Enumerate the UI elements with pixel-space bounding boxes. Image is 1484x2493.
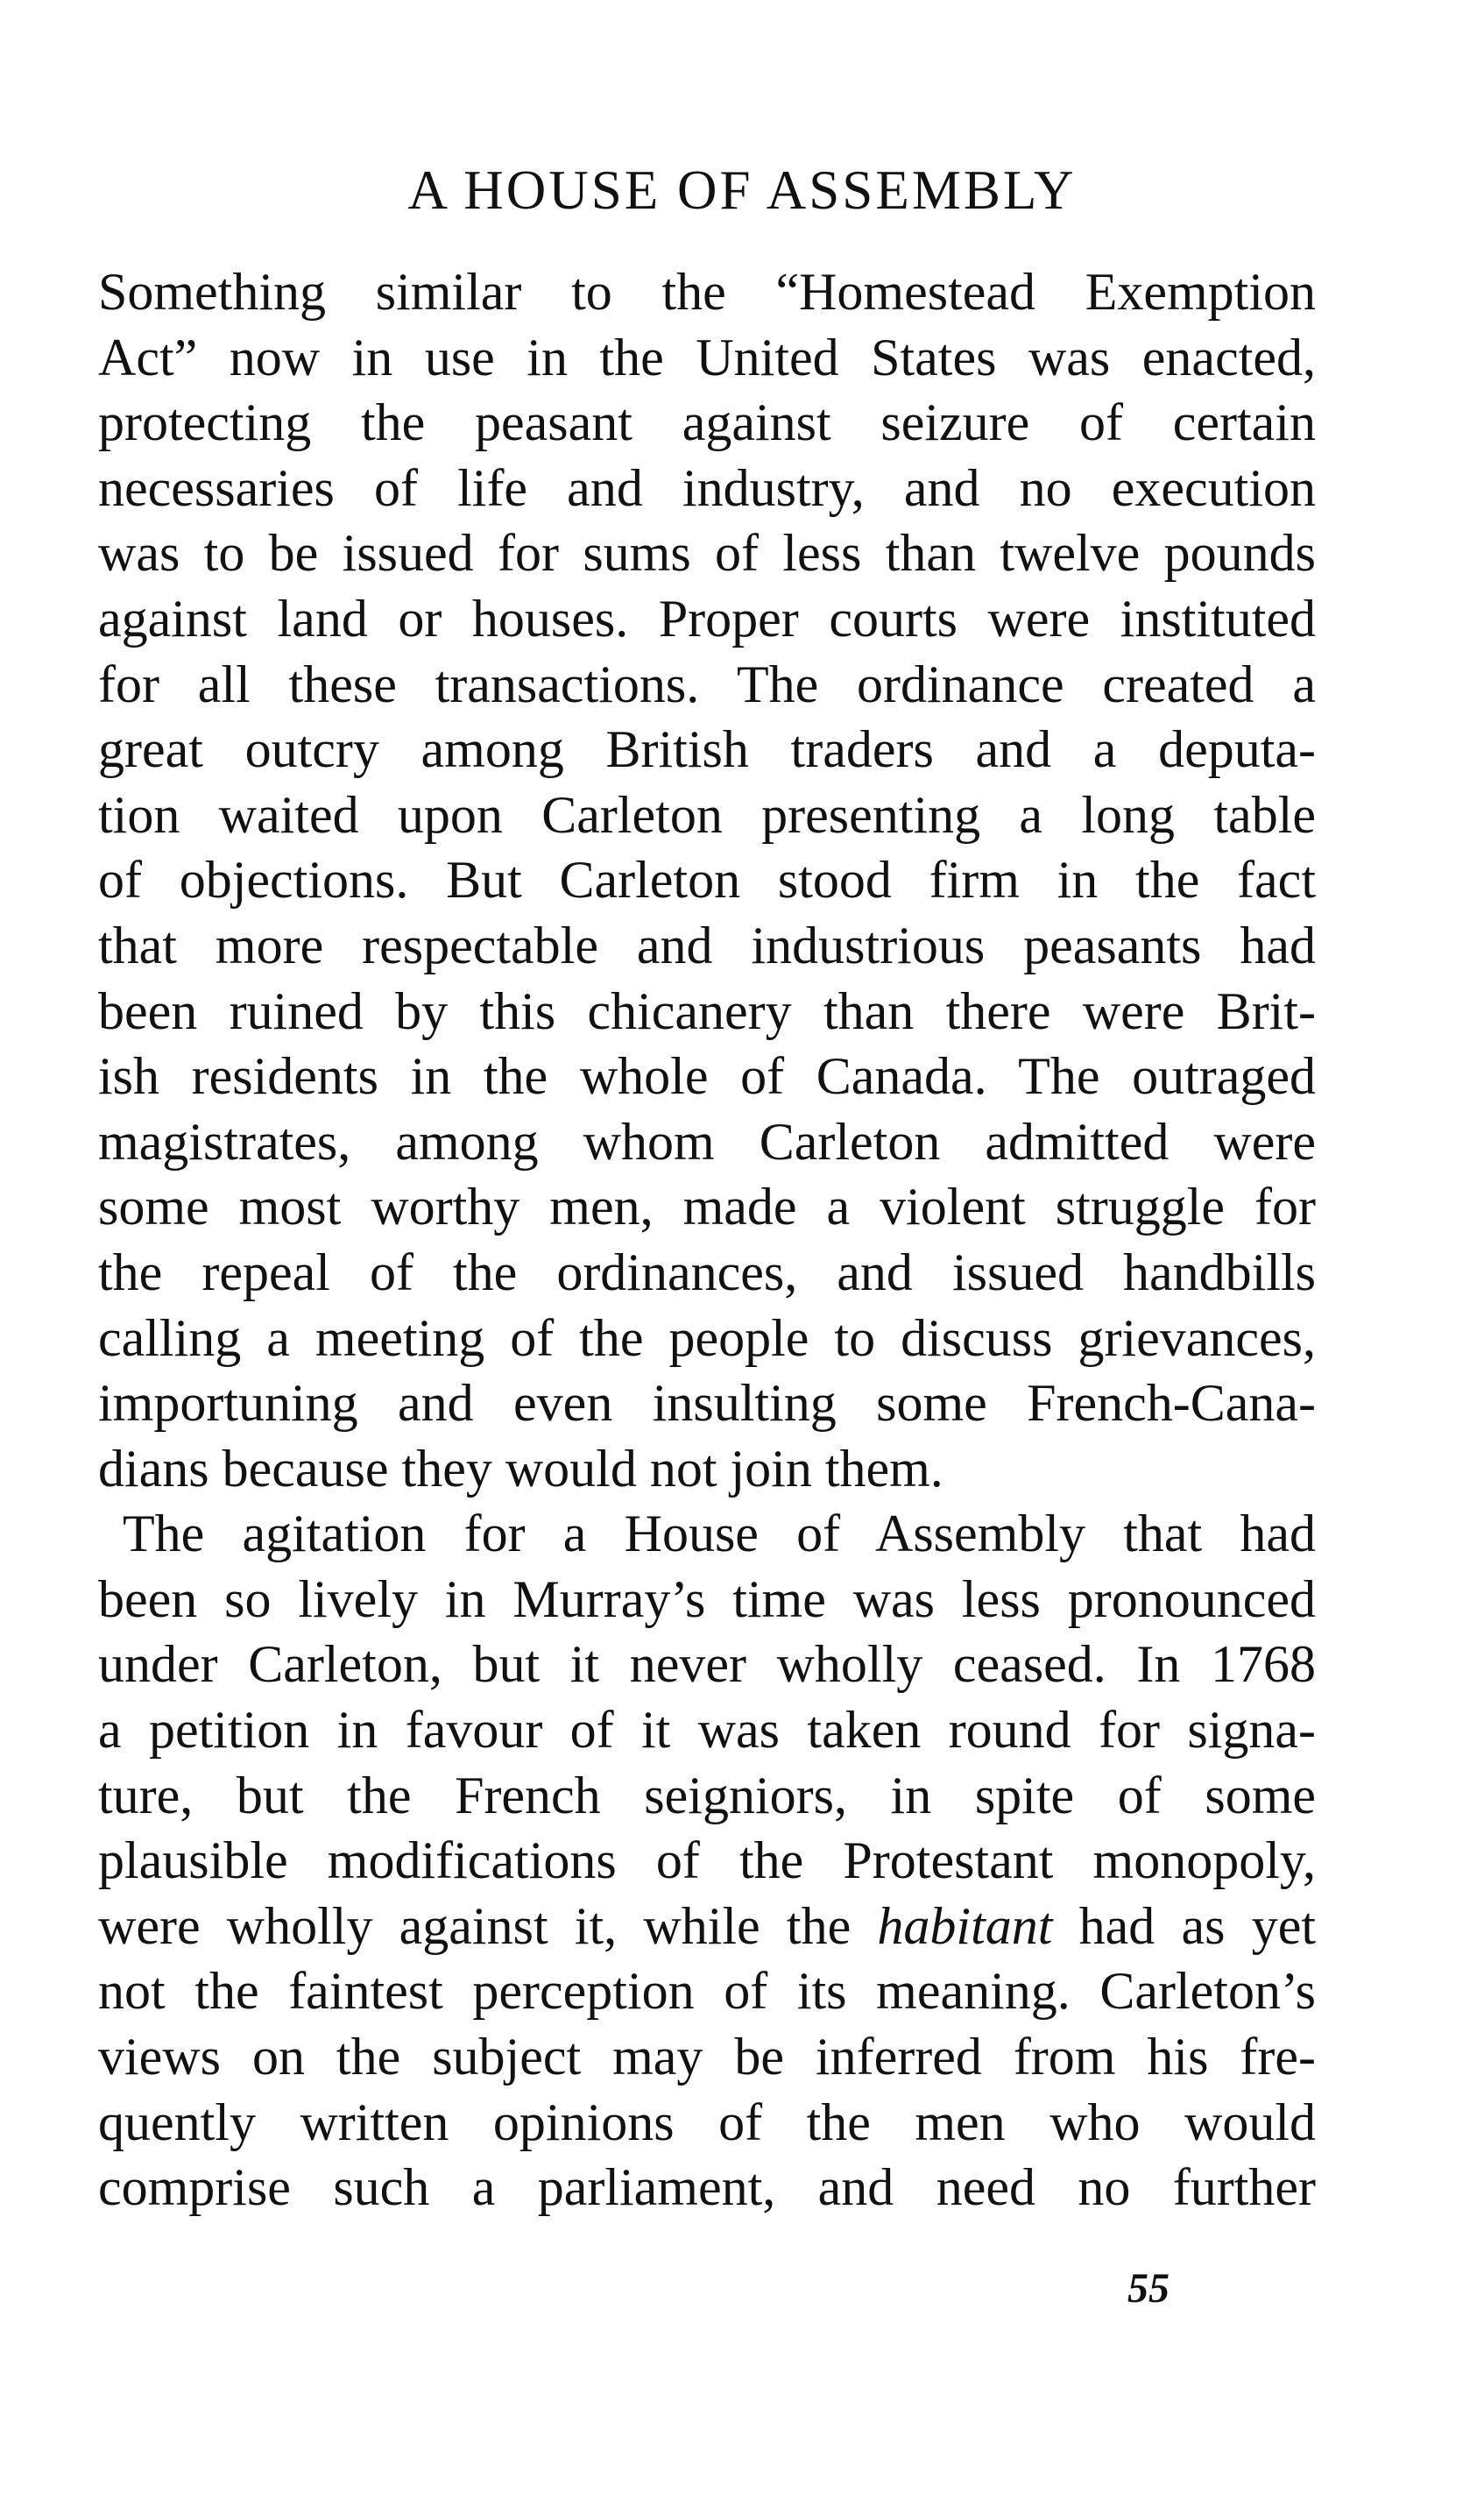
- text-line: importuning and even insulting some French-Cana-: [98, 1374, 1316, 1433]
- text-line: ish residents in the whole of Canada. The outraged: [98, 1047, 1316, 1106]
- text-line: Act” now in use in the United States was enacted,: [98, 328, 1316, 386]
- text-line: great outcry among British traders and a deputa-: [98, 720, 1316, 779]
- text-line: protecting the peasant against seizure of certain: [98, 393, 1316, 452]
- text-line: quently written opinions of the men who would: [98, 2093, 1316, 2151]
- text-line: tion waited upon Carleton presenting a long table: [98, 785, 1316, 844]
- text-line: was to be issued for sums of less than twelve pounds: [98, 524, 1316, 583]
- text-line: magistrates, among whom Carleton admitted were: [98, 1112, 1316, 1171]
- text-line: calling a meeting of the people to discuss grievances,: [98, 1308, 1316, 1367]
- text-line: a petition in favour of it was taken round for signa-: [98, 1701, 1316, 1760]
- text-line: been so lively in Murray’s time was less pronounced: [98, 1569, 1316, 1628]
- body-text: [98, 259, 1316, 2220]
- page-number: 55: [1127, 2265, 1170, 2312]
- text-line: some most worthy men, made a violent struggle for: [98, 1178, 1316, 1236]
- paragraph-end-line: dians because they would not join them.: [98, 1439, 943, 1498]
- text-line: that more respectable and industrious peasants had: [98, 916, 1316, 974]
- text-line: comprise such a parliament, and need no further: [98, 2158, 1316, 2217]
- text-line: ture, but the French seigniors, in spite of some: [98, 1766, 1316, 1824]
- text-line: Something similar to the “Homestead Exemption: [98, 263, 1316, 321]
- text-line: against land or houses. Proper courts were instituted: [98, 589, 1316, 648]
- text-line: plausible modifications of the Protestant monopoly,: [98, 1831, 1316, 1890]
- text-line: views on the subject may be inferred from his fre-: [98, 2028, 1316, 2086]
- text-line-with-italic: were wholly against it, while the habitant had as yet: [98, 1896, 1316, 1955]
- text-line: been ruined by this chicanery than there were Brit-: [98, 981, 1316, 1040]
- paragraph-start-line: The agitation for a House of Assembly that had: [123, 1505, 1316, 1563]
- text-line: the repeal of the ordinances, and issued handbills: [98, 1243, 1316, 1301]
- running-head: A HOUSE OF ASSEMBLY: [407, 159, 1077, 221]
- text-line: under Carleton, but it never wholly ceased. In 1768: [98, 1635, 1316, 1694]
- text-line: necessaries of life and industry, and no execution: [98, 458, 1316, 517]
- italic-term: habitant: [877, 1896, 1053, 1955]
- text-line: for all these transactions. The ordinance created a: [98, 655, 1316, 713]
- text-line: of objections. But Carleton stood firm in the fact: [98, 851, 1316, 910]
- text-line: not the faintest perception of its meaning. Carleton’s: [98, 1962, 1316, 2021]
